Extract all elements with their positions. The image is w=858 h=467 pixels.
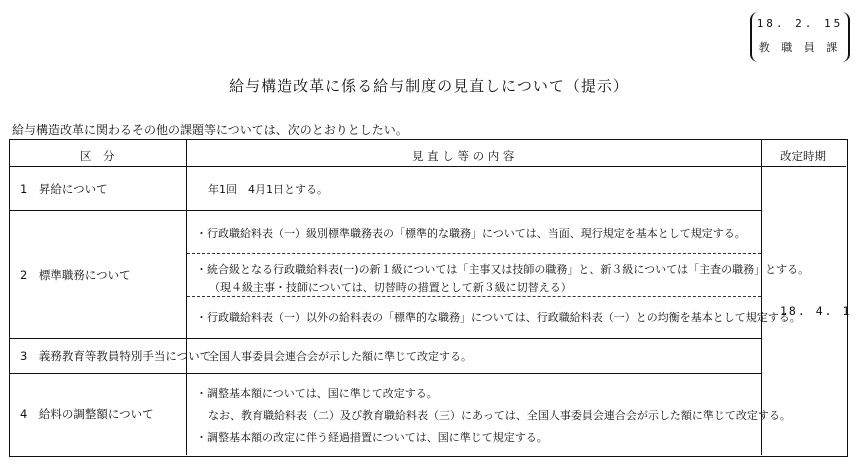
row-divider-3 xyxy=(10,373,761,374)
date-stamp xyxy=(750,12,850,62)
timing-value: 18. 4. 1 xyxy=(780,304,852,318)
row-divider-2 xyxy=(10,338,761,339)
stamp-date: 18. 2. 15 xyxy=(756,17,844,30)
row-2-item-3: （現４級主事・技師については、切替時の措置として新３級に切替える） xyxy=(209,281,572,294)
sub-divider-1 xyxy=(187,253,761,255)
row-2-item-1: ・行政職給料表（一）級別標準職務表の「標準的な職務」については、当面、現行規定を基本として規定する。 xyxy=(196,227,746,240)
header-category: 区 分 xyxy=(80,149,115,163)
row-1-item-1: 年1回 4月1日とする。 xyxy=(208,183,328,196)
row-4-category: 4 給料の調整額について xyxy=(20,407,154,421)
row-3-item-1: 全国人事委員会連合会が示した額に準じて改定する。 xyxy=(208,350,472,363)
row-2-item-4: ・行政職給料表（一）以外の給料表の「標準的な職務」については、行政職給料表（一）との均衡を基本として規定する。 xyxy=(196,311,801,324)
row-4-item-3: ・調整基本額の改定に伴う経過措置については、国に準じて規定する。 xyxy=(196,431,548,444)
row-4-item-2: なお、教育職給料表（二）及び教育職給料表（三）にあっては、全国人事委員会連合会が示した額に準じて改定する。 xyxy=(208,409,791,422)
row-divider-1 xyxy=(10,210,761,211)
row-2-category: 2 標準職務について xyxy=(20,268,131,282)
review-table xyxy=(9,139,852,457)
row-2-item-2: ・統合級となる行政職給料表(一)の新１級については「主事又は技師の職務」と、新３級については「主査の職務」とする。 xyxy=(196,263,810,276)
document-title: 給与構造改革に係る給与制度の見直しについて（提示） xyxy=(229,77,629,95)
stamp-office: 教 職 員 課 xyxy=(758,41,842,54)
row-3-category: 3 義務教育等教員特別手当について xyxy=(20,349,212,363)
header-divider xyxy=(10,166,846,167)
header-content: 見 直 し 等 の 内 容 xyxy=(412,149,515,163)
row-1-category: 1 昇給について xyxy=(20,182,108,196)
row-4-item-1: ・調整基本額については、国に準じて改定する。 xyxy=(196,387,438,400)
header-timing: 改定時期 xyxy=(780,149,826,163)
sub-divider-2 xyxy=(187,296,761,298)
intro-text: 給与構造改革に関わるその他の課題等については、次のとおりとしたい。 xyxy=(12,123,408,137)
